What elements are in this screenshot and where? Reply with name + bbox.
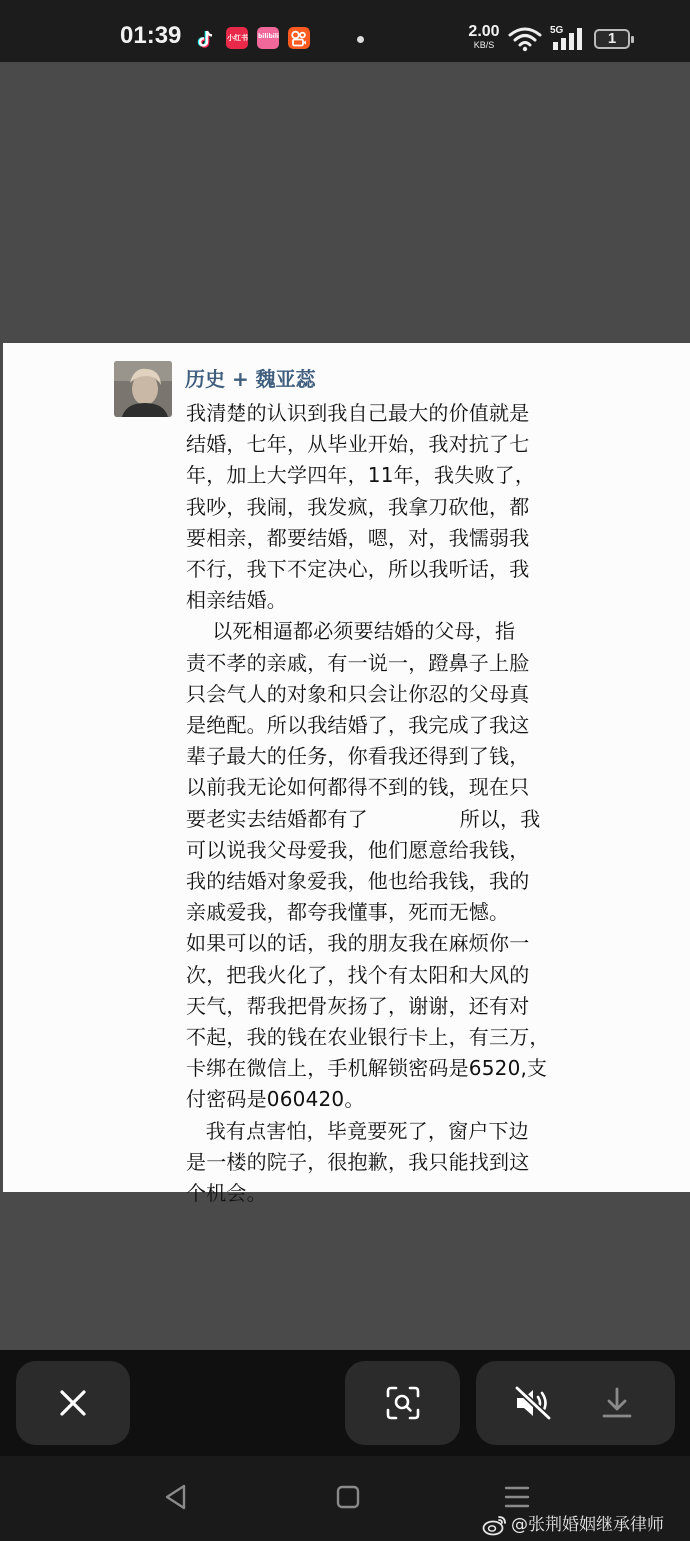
xiaohongshu-label: 小红书 [227,34,248,42]
message-screenshot-image[interactable] [3,343,690,1206]
menu-lines-icon[interactable] [503,1482,531,1512]
avatar [114,361,172,417]
network-speed [464,24,504,50]
network-speed-value: 2.00 [468,23,500,40]
message-text [186,398,606,1209]
message-paragraph: 以死相逼都必须要结婚的父母，指 责不孝的亲戚，有一说一，蹬鼻子上脸 只会气人的对象和只会让你忍的父母真 是绝配。所以我结婚了，我完成了我这 辈子最大的任务，你看我还得到了钱， 以前我无论如何都得不到的钱，现在只 要老实去结婚都有了 所以，我 可以说我父母爱我，他们愿意给我钱， 我的结婚对象爱我，他也给我钱，我的 亲戚爱我，都夸我懂事，死而无憾。 [186,619,541,925]
battery-icon [594,29,630,49]
message-paragraph: 我有点害怕，毕竟要死了，窗户下边 是一楼的院子，很抱歉，我只能找到这 个机会。 [186,1118,530,1206]
viewer-toolbar [0,1350,690,1456]
tiktok-icon [195,28,217,50]
message-paragraph: 如果可以的话，我的朋友我在麻烦你一 次，把我火化了，找个有太阳和大风的 天气，帮我把骨灰扬了，谢谢，还有对 不起，我的钱在农业银行卡上，有三万， 卡绑在微信上，手机解锁密码是6520,支 付密码是060420。 [186,931,550,1112]
weibo-watermark [482,1510,664,1536]
back-triangle-icon[interactable] [162,1482,190,1512]
media-actions-group [476,1361,675,1445]
watermark-text: @张荆婚姻继承律师 [511,1515,664,1535]
avatar-portrait-icon [114,361,172,417]
weibo-logo-icon [482,1514,508,1536]
image-search-icon [386,1386,420,1420]
home-square-icon[interactable] [334,1482,362,1512]
battery-level: 1 [607,30,617,47]
signal-strength-icon [552,28,586,52]
bilibili-label: bilibili [258,33,279,40]
network-type-label: 5G [550,25,564,36]
image-viewer[interactable] [0,62,690,1350]
volume-muted-icon[interactable] [513,1385,553,1421]
status-bar [0,0,690,62]
bilibili-icon [257,27,279,49]
image-search-button[interactable] [345,1361,460,1445]
xiaohongshu-icon [226,27,248,49]
message-paragraph: 我清楚的认识到我自己最大的价值就是 结婚，七年，从毕业开始，我对抗了七 年，加上大学四年，11年，我失败了， 我吵，我闹，我发疯，我拿刀砍他，都 要相亲，都要结婚，嗯，对，我懦弱我 不行，我下不定决心，所以我听话，我 相亲结婚。 [186,401,536,613]
kuaishou-icon [288,27,310,49]
sender-name: 历史 + 魏亚蕊 [185,367,316,391]
status-time: 01:39 [120,22,182,49]
wifi-icon [508,26,542,52]
download-icon[interactable] [601,1386,633,1420]
network-speed-unit: KB/S [473,40,495,50]
close-button[interactable] [16,1361,130,1445]
close-icon [59,1389,87,1417]
notification-dot-icon [357,36,364,43]
